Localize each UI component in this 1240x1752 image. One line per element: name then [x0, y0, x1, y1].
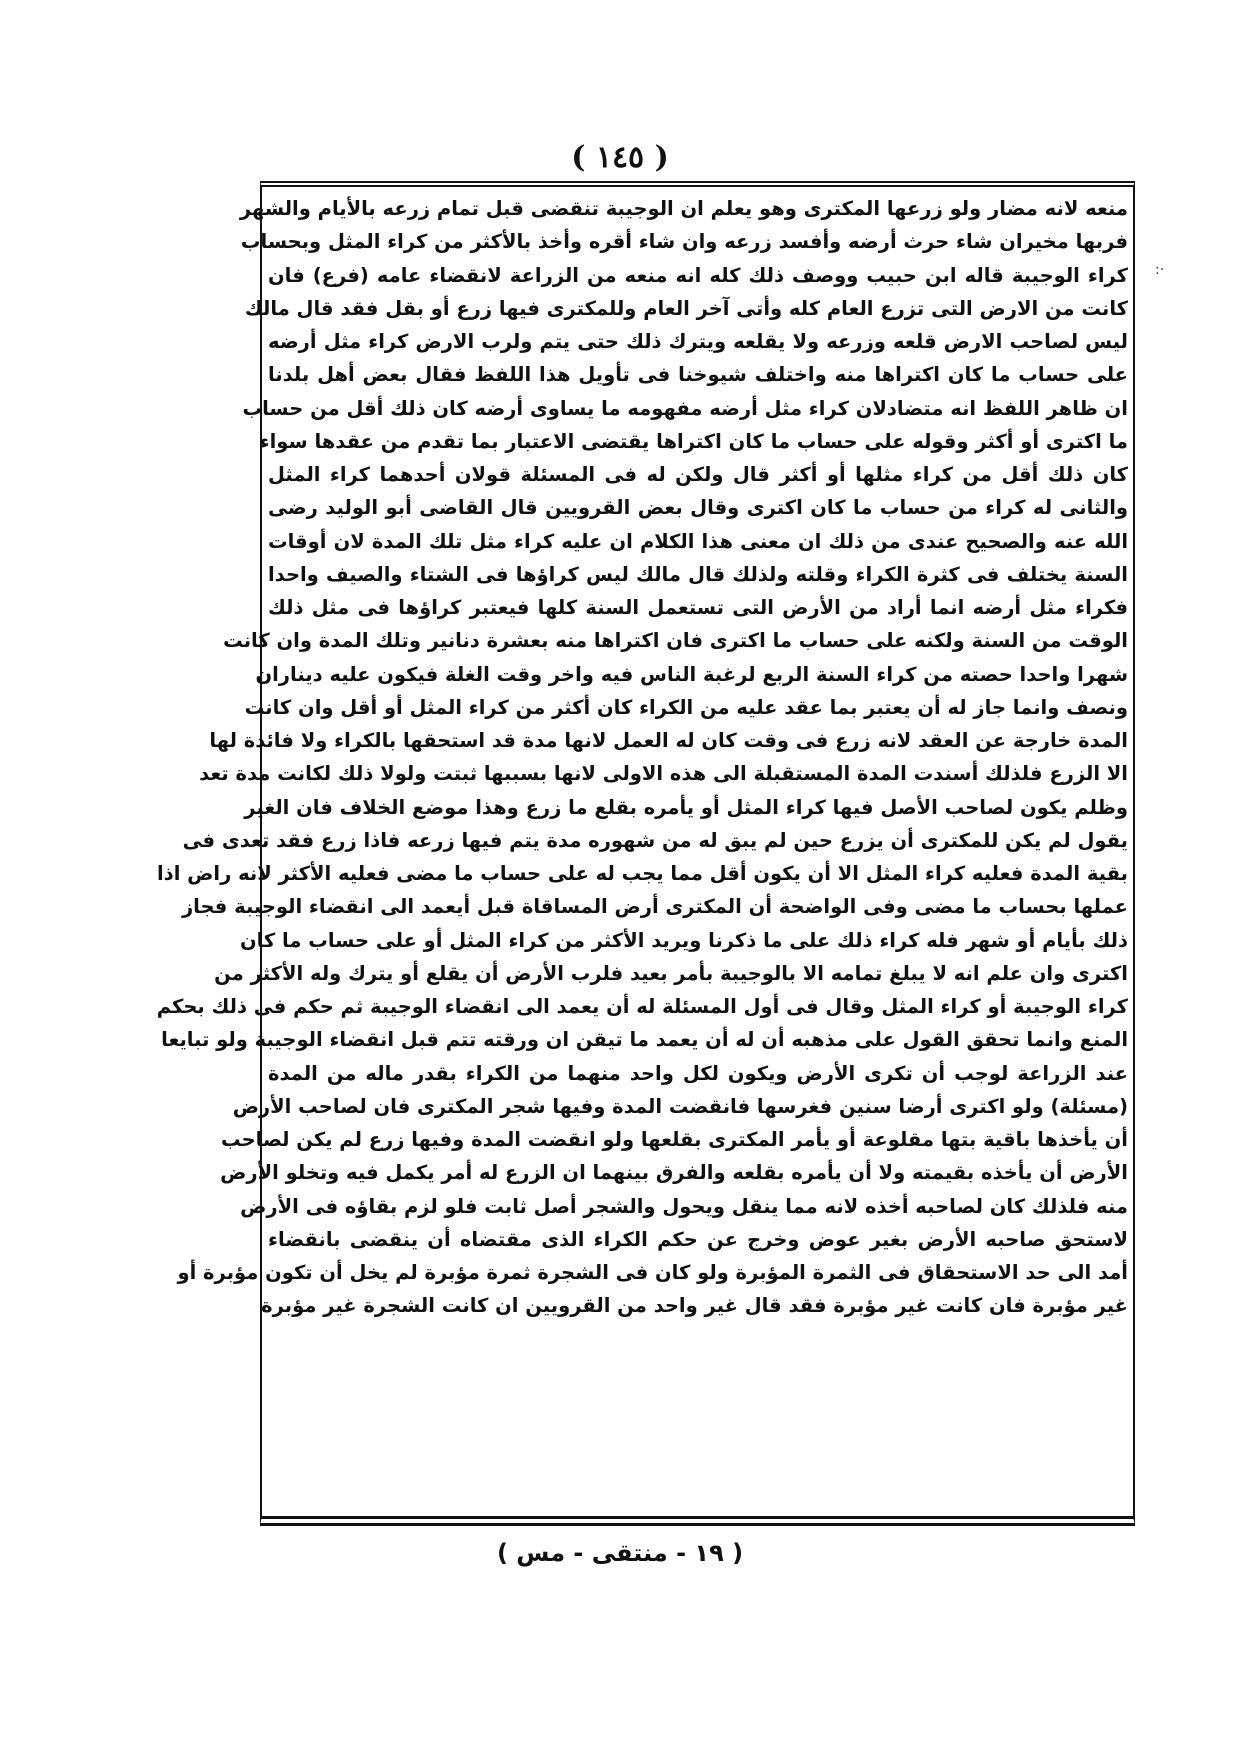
- text-line: عملها بحساب ما مضى وفى الواضحة أن المكترى أرض المساقاة قبل أيعمد الى انقضاء الوجيبة فجاز: [181, 895, 1128, 919]
- text-line: فربها مخيران شاء حرث أرضه وأفسد زرعه وان شاء أقره وأخذ بالأكثر من كراء المثل وبحساب: [240, 230, 1128, 254]
- text-line: بقية المدة فعليه كراء المثل الا أن يكون أقل مما يجب له على حساب ما مضى فعليه الأكثر لانه راض اذا: [157, 862, 1128, 885]
- text-line: الأرض أن يأخذه بقيمته ولا أن يأمره بقلعه والفرق بينهما ان الزرع له أمر يكمل فيه وتخلو الأرض: [220, 1161, 1128, 1185]
- text-line: اكترى وان علم انه لا يبلغ تمامه الا بالوجيبة بأمر بعيد فلرب الأرض أن يقلع أو يترك وله الأكثر من: [214, 961, 1128, 985]
- text-line: كان ذلك أقل من كراء مثلها أو أكثر قال ولكن له فى المسئلة قولان أحدهما كراء المثل: [268, 463, 1128, 486]
- text-line: شهرا واحدا حصته من كراء السنة الربع لرغبة الناس فيه واخر وقت الغلة فيكون عليه ديناران: [255, 662, 1128, 686]
- page-number: ( ١٤٥ ): [571, 140, 669, 175]
- text-line: وظلم يكون لصاحب الأصل فيها كراء المثل أو يأمره بقلع ما زرع وهذا موضع الخلاف فان الغير: [244, 795, 1128, 819]
- text-line: منه فلذلك كان لصاحبه أخذه لانه مما ينقل ويحول والشجر أصل ثابت فلو لزم بقاؤه فى الأرض: [240, 1194, 1128, 1218]
- text-line: كراء الوجيبة قاله ابن حبيب ووصف ذلك كله انه منعه من الزراعة لانقضاء عامه (فرع) فان: [268, 263, 1128, 287]
- text-line: أمد الى حد الاستحقاق فى الثمرة المؤبرة ولو كان فى الشجرة ثمرة مؤبرة لم يخل أن تكون مؤبرة أو: [177, 1261, 1128, 1284]
- text-line: المنع وانما تحقق القول على مذهبه أن له أن يعمد ما تيقن ان ورقته تتم قبل انقضاء الوجيبة ولو تبايعا: [161, 1028, 1128, 1052]
- text-line: ليس لصاحب الارض قلعه وزرعه ولا يقلعه ويترك ذلك حتى يتم ولرب الارض كراء مثل أرضه: [268, 330, 1128, 353]
- text-line: على حساب ما كان اكتراها منه واختلف شيوخنا فى تأويل هذا اللفظ فقال بعض أهل بلدنا: [268, 363, 1128, 387]
- text-line: ما اكترى أو أكثر وقوله على حساب ما كان اكتراها يقتضى الاعتبار بما تقدم من عقدها سواء: [259, 429, 1128, 453]
- margin-mark: :·: [1155, 262, 1165, 278]
- text-line: الوقت من السنة ولكنه على حساب ما اكترى فان اكتراها منه بعشرة دنانير وتلك المدة وان كانت: [223, 629, 1128, 653]
- text-line: عند الزراعة لوجب أن تكرى الأرض ويكون لكل واحد منهما من الكراء بقدر ماله من المدة: [268, 1061, 1128, 1085]
- text-line: ان ظاهر اللفظ انه متضادلان كراء مثل أرضه مفهومه ما يساوى أرضه كان ذلك أقل من حساب: [242, 396, 1128, 420]
- text-line: ونصف وانما جاز له أن يعتبر بما عقد عليه من الكراء كان أكثر من كراء المثل أو أقل وان كانت: [244, 695, 1128, 719]
- text-line: منعه لانه مضار ولو زرعها المكترى وهو يعلم ان الوجيبة تنقضى قبل تمام زرعه بالأيام والشهر: [239, 197, 1128, 220]
- text-line: ذلك بأيام أو شهر فله كراء ذلك على ما ذكرنا ويريد الأكثر من كراء المثل أو على حساب ما كان: [239, 928, 1128, 952]
- text-line: كانت من الارض التى تزرع العام كله وأتى آخر العام وللمكترى فيها زرع أو بقل فقد قال مالك: [244, 296, 1128, 320]
- text-line: المدة خارجة عن العقد لانه زرع فى وقت كان له العمل لانها مدة قد استحقها بالكراء ولا فائدة لها: [209, 729, 1128, 752]
- text-line: أن يأخذها باقية بتها مقلوعة أو يأمر المكترى بقلعها ولو انقضت المدة وفيها زرع لم يكن لصاحب: [220, 1128, 1128, 1151]
- text-line: السنة يختلف فى كثرة الكراء وقلته ولذلك قال مالك ليس كراؤها فى الشتاء والصيف واحدا: [268, 562, 1128, 586]
- text-line: لاستحق صاحبه الأرض بغير عوض وخرج عن حكم الكراء الذى مقتضاه أن ينقضى بانقضاء: [268, 1227, 1128, 1251]
- text-line: فكراء مثل أرضه انما أراد من الأرض التى تستعمل السنة كلها فيعتبر كراؤها فى مثل ذلك: [268, 596, 1128, 619]
- text-line: (مسئلة) ولو اكترى أرضا سنين فغرسها فانقضت المدة وفيها شجر المكترى فان لصاحب الأرض: [232, 1094, 1128, 1118]
- text-line: كراء الوجيبة أو كراء المثل وقال فى أول المسئلة له أن يعمد الى انقضاء الوجيبة ثم حكم فى ذلك بحكم: [156, 995, 1128, 1018]
- text-line: الا الزرع فلذلك أسندت المدة المستقبلة الى هذه الاولى لانها بسببها ثبتت ولولا ذلك لكانت مدة تعد: [199, 762, 1128, 786]
- signature-mark: ( ١٩ - منتقى - مس ): [496, 1539, 744, 1567]
- text-line: الله عنه والصحيح عندى من ذلك ان معنى هذا الكلام ان عليه كراء مثل تلك المدة لان أوقات: [268, 529, 1128, 553]
- text-line: يقول لم يكن للمكترى أن يزرع حين لم يبق له من شهوره مدة يتم فيها زرعه فاذا زرع فقد تعدى فى: [182, 828, 1128, 852]
- text-line: والثانى له كراء من حساب ما كان اكترى وقال بعض القرويين قال القاضى أبو الوليد رضى: [268, 496, 1128, 520]
- text-body: [156, 192, 1128, 1522]
- text-line: غير مؤبرة فان كانت غير مؤبرة فقد قال غير واحد من القرويين ان كانت الشجرة غير مؤبرة: [261, 1294, 1128, 1318]
